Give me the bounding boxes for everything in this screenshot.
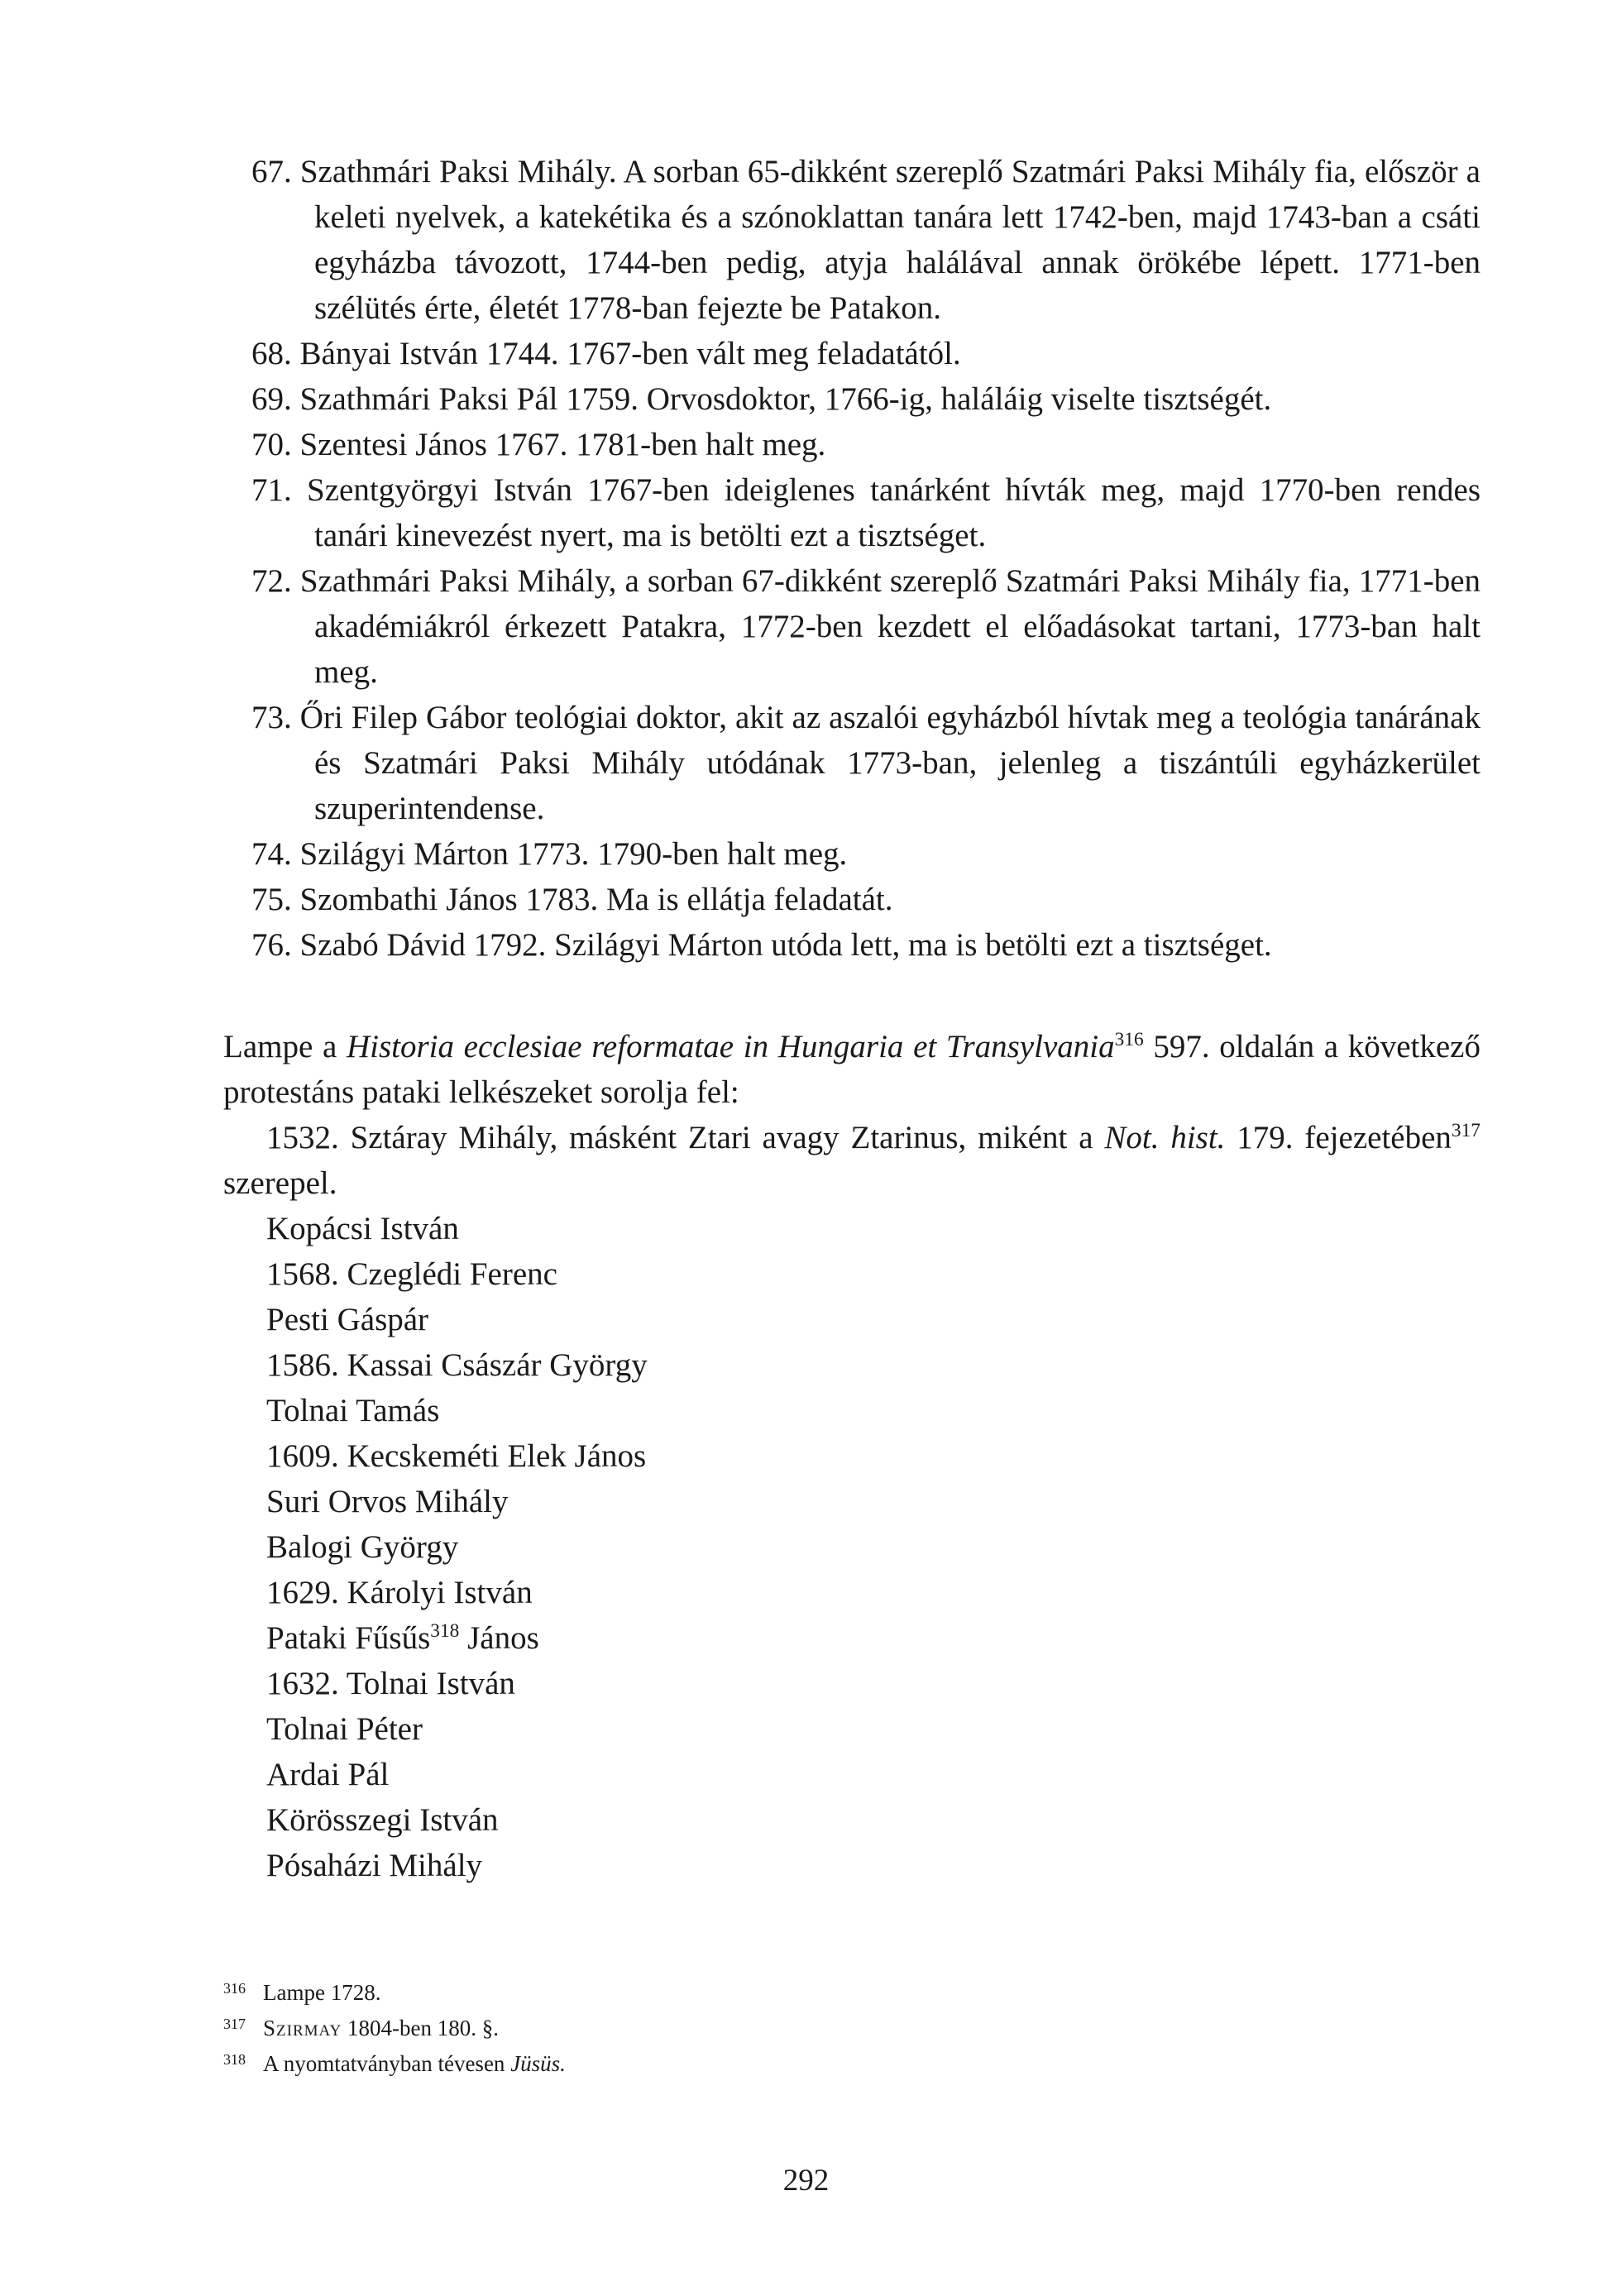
- footnote-number: 318: [223, 2051, 246, 2068]
- pastor-name: Ardai Pál: [266, 1757, 390, 1792]
- entry-text: Szilágyi Márton 1773. 1790-ben halt meg.: [299, 836, 848, 872]
- pastor-name: 1629. Károlyi István: [266, 1575, 533, 1610]
- first-item-text-post: szerepel.: [223, 1165, 337, 1201]
- pastor-name: 1586. Kassai Császár György: [266, 1347, 648, 1383]
- entry-text: Szathmári Paksi Pál 1759. Orvosdoktor, 1766-ig, haláláig viselte tisztségét.: [299, 381, 1272, 417]
- entry-number: 71.: [251, 472, 292, 508]
- entry-number: 74.: [251, 836, 292, 872]
- list-entry: [223, 877, 1480, 922]
- footnote-ref: 316: [1114, 1029, 1144, 1050]
- pastor-name: 1609. Kecskeméti Elek János: [266, 1438, 647, 1474]
- pastor-name: Pósaházi Mihály: [266, 1848, 483, 1883]
- entry-number: 75.: [251, 882, 292, 917]
- intro-text-post: 597. oldalán a következő protestáns pataki lelkészeket sorolja fel:: [223, 1029, 1480, 1110]
- entry-text: Szentesi János 1767. 1781-ben halt meg.: [299, 427, 826, 462]
- numbered-list: [223, 149, 1480, 968]
- list-entry: [223, 831, 1480, 877]
- footnote-number: 317: [223, 2016, 246, 2032]
- entry-text: Bányai István 1744. 1767-ben vált meg feladatától.: [299, 336, 961, 371]
- pastor-name: Kopácsi István: [266, 1211, 459, 1246]
- entry-number: 73.: [251, 700, 292, 735]
- footnote-text: 1804-ben 180. §.: [342, 2016, 499, 2040]
- footnote-italic: Jüsüs.: [510, 2051, 566, 2076]
- list-entry: [223, 376, 1480, 422]
- list-entry: [223, 331, 1480, 376]
- pastor-name-text: Pataki Fűsűs: [266, 1620, 431, 1656]
- list-entry: [223, 422, 1480, 467]
- entry-number: 69.: [251, 381, 292, 417]
- pastor-name: 1632. Tolnai István: [266, 1666, 515, 1701]
- pastor-name-text: János: [459, 1620, 539, 1656]
- first-item-paragraph: [223, 1115, 1480, 1206]
- pastor-name: [266, 1615, 1480, 1661]
- footnote-text: Lampe 1728.: [263, 1980, 381, 2005]
- entry-text: Szabó Dávid 1792. Szilágyi Márton utóda lett, ma is betölti ezt a tisztséget.: [299, 927, 1272, 963]
- entry-number: 70.: [251, 427, 292, 462]
- pastor-name: Suri Orvos Mihály: [266, 1484, 509, 1519]
- pastor-list: [223, 1206, 1480, 1888]
- footnote: [223, 1973, 1480, 2008]
- list-entry: [223, 695, 1480, 831]
- footnote-author: Szirmay: [263, 2016, 342, 2040]
- entry-text: Szombathi János 1783. Ma is ellátja feladatát.: [299, 882, 893, 917]
- list-entry: [223, 558, 1480, 695]
- pastor-name: 1568. Czeglédi Ferenc: [266, 1256, 557, 1292]
- pastor-name: Körösszegi István: [266, 1802, 499, 1838]
- entry-text: Szathmári Paksi Mihály. A sorban 65-dikként szereplő Szatmári Paksi Mihály fia, először a keleti nyelvek, a katekétika és a szónoklattan tanára lett 1742-ben, majd 1743-ban a csáti egyházba távozott, 1744-ben pedig, atyja halálával annak örökébe lépett. 1771-ben szélütés érte, életét 1778-ban fejezte be Patakon.: [299, 154, 1480, 326]
- intro-paragraph: [223, 1024, 1480, 1115]
- list-entry: [223, 149, 1480, 331]
- entry-text: Őri Filep Gábor teológiai doktor, akit az aszalói egyházból hívtak meg a teológia tanárának és Szatmári Paksi Mihály utódának 1773-ban, jelenleg a tiszántúli egyházkerület szuperintendense.: [299, 700, 1480, 826]
- entry-text: Szentgyörgyi István 1767-ben ideiglenes tanárként hívták meg, majd 1770-ben rendes tanári kinevezést nyert, ma is betölti ezt a tisztséget.: [307, 472, 1481, 553]
- footnote: [223, 2008, 1480, 2044]
- footnote-ref: 317: [1451, 1120, 1480, 1141]
- footnote-ref: 318: [430, 1620, 460, 1642]
- footnote: [223, 2044, 1480, 2079]
- book-title: Historia ecclesiae reformatae in Hungaria et Transylvania: [346, 1029, 1115, 1064]
- first-item-text-mid: 179. fejezetében: [1225, 1120, 1452, 1155]
- entry-number: 68.: [251, 336, 292, 371]
- list-entry: [223, 467, 1480, 558]
- entry-number: 67.: [251, 154, 292, 189]
- list-entry: [223, 922, 1480, 968]
- intro-text-pre: Lampe a: [223, 1029, 347, 1064]
- entry-text: Szathmári Paksi Mihály, a sorban 67-dikként szereplő Szatmári Paksi Mihály fia, 1771-ben akadémiákról érkezett Patakra, 1772-ben kezdett el előadásokat tartani, 1773-ban halt meg.: [299, 563, 1481, 690]
- entry-number: 76.: [251, 927, 292, 963]
- entry-number: 72.: [251, 563, 292, 599]
- first-item-text: 1532. Sztáray Mihály, másként Ztari avagy Ztarinus, miként a: [266, 1120, 1105, 1155]
- intro-section: [223, 1024, 1480, 1888]
- page-number: 292: [782, 2164, 830, 2198]
- footnote-text: A nyomtatványban tévesen: [263, 2051, 511, 2076]
- pastor-name: Tolnai Péter: [266, 1711, 423, 1747]
- pastor-name: Tolnai Tamás: [266, 1393, 440, 1428]
- footnotes: [223, 1973, 1480, 2079]
- footnote-number: 316: [223, 1980, 246, 1997]
- pastor-name: Pesti Gáspár: [266, 1302, 429, 1337]
- source-abbrev: Not. hist.: [1104, 1120, 1226, 1155]
- pastor-name: Balogi György: [266, 1529, 459, 1565]
